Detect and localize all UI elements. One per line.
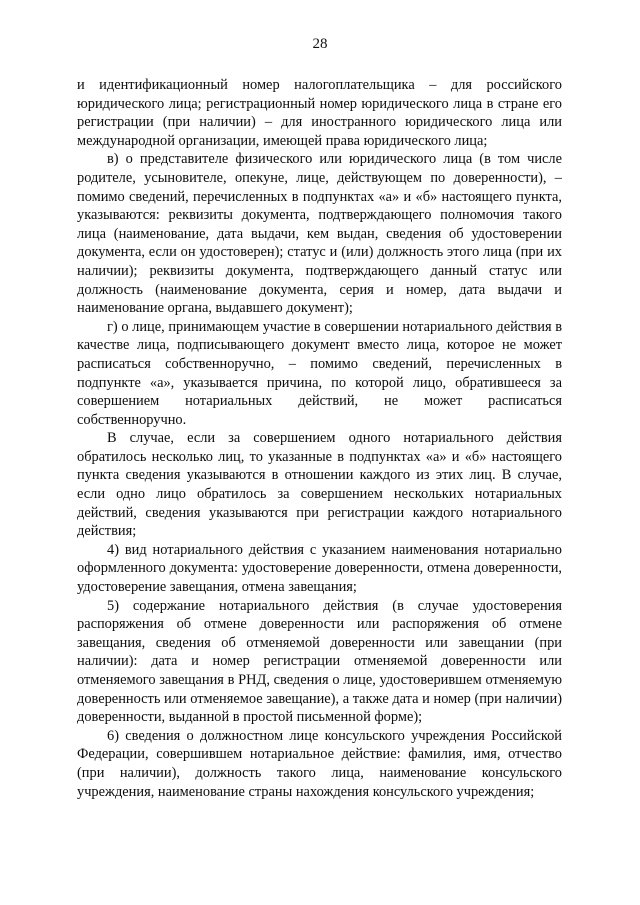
paragraph-item-6: 6) сведения о должностном лице консульского учреждения Российской Федерации, совершившем нотариальное действие: фамилия, имя, отчество (при наличии), должность такого лица, наименование консульского учреждения, наименование страны нахождения консульского учреждения; <box>77 727 562 800</box>
paragraph-signing-person: г) о лице, принимающем участие в совершении нотариального действия в качестве лица, подписывающего документ вместо лица, которое не может расписаться собственноручно, – помимо сведений, перечисленных в подпункте «а», указывается причина, по которой лицо, обратившееся за совершением нотариальных действий, не может расписаться собственноручно. <box>77 318 562 428</box>
paragraph-item-4: 4) вид нотариального действия с указанием наименования нотариально оформленного документа: удостоверение доверенности, отмена доверенности, удостоверение завещания, отмена завещания; <box>77 541 562 596</box>
page-number: 28 <box>312 36 328 52</box>
paragraph-representative: в) о представителе физического или юридического лица (в том числе родителе, усыновителе, опекуне, лице, действующем по доверенности), – помимо сведений, перечисленных в подпунктах «а» и «б» настоящего пункта, указываются: реквизиты документа, подтверждающего полномочия такого лица (наименование, дата выдачи, кем выдан, сведения об удостоверении документа, если он удостоверен); статус и (или) должность этого лица (при их наличии); реквизиты документа, подтверждающего данный статус или должность (наименование документа, серия и номер, дата выдачи и наименование органа, выдавшего документ); <box>77 151 562 317</box>
paragraph-item-5: 5) содержание нотариального действия (в случае удостоверения распоряжения об отмене доверенности или распоряжения об отмене завещания, сведения об отменяемой доверенности или завещании (при наличии): дата и номер регистрации отменяемой доверенности или отменяемого завещания в РНД, сведения о лице, удостоверившем отменяемую доверенность или отменяемое завещание), а также дата и номер (при наличии) доверенности, выданной в простой письменной форме); <box>77 597 562 726</box>
paragraph-multiple-persons: В случае, если за совершением одного нотариального действия обратилось несколько лиц, то указанные в подпунктах «а» и «б» настоящего пункта сведения указываются в отношении каждого из этих лиц. В случае, если одно лицо обратилось за совершением нескольких нотариальных действий, сведения указываются при регистрации каждого нотариального действия; <box>77 430 562 540</box>
paragraph-continuation: и идентификационный номер налогоплательщика – для российского юридического лица; регистрационный номер юридического лица в стране его регистрации (при наличии) – для иностранного юридического лица или международной организации, имеющей права юридического лица; <box>77 77 562 149</box>
document-body <box>77 76 562 801</box>
